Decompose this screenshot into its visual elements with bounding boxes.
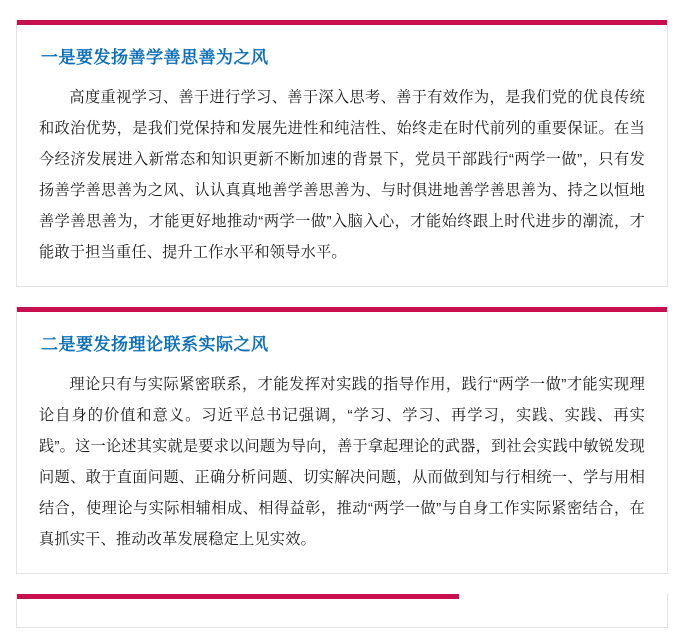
article-section-1 [16,20,668,287]
article-section-3 [16,594,668,628]
section-spacer-2 [0,574,684,594]
section-content-2 [17,312,667,573]
section-title-2: 二是要发扬理论联系实际之风 [41,335,269,354]
section-title-1: 一是要发扬善学善思善为之风 [41,48,269,67]
section-content-1 [17,25,667,286]
top-spacer [0,0,684,20]
section-body-2: 理论只有与实际紧密联系，才能发挥对实践的指导作用，践行“两学一做”才能实现理论自身的价值和意义。习近平总书记强调，“学习、学习、再学习，实践、实践、再实践”。这一论述其实就是要求以问题为导向，善于拿起理论的武器，到社会实践中敏锐发现问题、敢于直面问题、正确分析问题、切实解决问题，从而做到知与行相统一、学与用相结合，使理论与实际相辅相成、相得益彰，推动“两学一做”与自身工作实际紧密结合，在真抓实干、推动改革发展稳定上见实效。 [39,376,645,548]
section-body-1: 高度重视学习、善于进行学习、善于深入思考、善于有效作为，是我们党的优良传统和政治优势，是我们党保持和发展先进性和纯洁性、始终走在时代前列的重要保证。在当今经济发展进入新常态和知识更新不断加速的背景下，党员干部践行“两学一做”，只有发扬善学善思善为之风、认认真真地善学善思善为、与时俱进地善学善思善为、持之以恒地善学善思善为，才能更好地推动“两学一做”入脑入心，才能始终跟上时代进步的潮流，才能敢于担当重任、提升工作水平和领导水平。 [39,89,645,261]
section-spacer-1 [0,287,684,307]
section-content-3 [17,599,667,613]
article-section-2 [16,307,668,574]
